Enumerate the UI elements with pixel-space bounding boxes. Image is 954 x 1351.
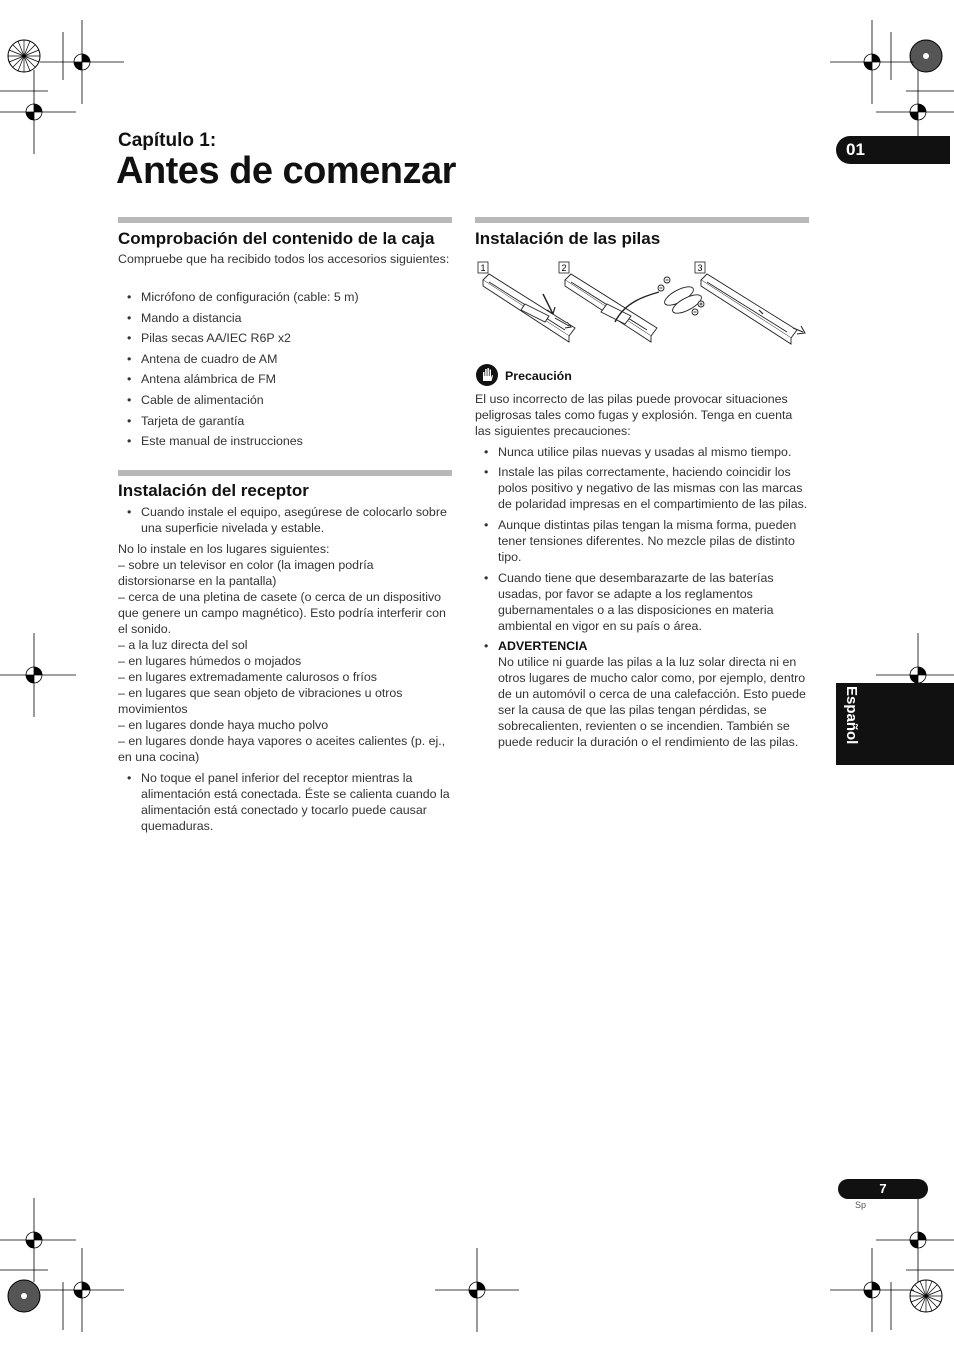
list-item: • Instale las pilas correctamente, haciendo coincidir los polos positivo y negativo de las mismas con las marcas de polaridad impresas en el compartimiento de las pilas. bbox=[475, 464, 809, 512]
warning-item bbox=[475, 638, 809, 750]
caution-title: Precaución bbox=[505, 369, 572, 383]
list-item: • Cuando tiene que desembarazarte de las baterías usadas, por favor se adapte a los reglamentos gubernamentales o a las disposiciones en materia ambiental en vigor en su país o área. bbox=[475, 570, 809, 634]
receiver-bullet-list bbox=[118, 504, 452, 536]
location-item: – en lugares donde haya vapores o aceites calientes (p. ej., en una cocina) bbox=[118, 734, 446, 764]
language-tab-label: Español bbox=[843, 686, 860, 745]
caution-hand-icon bbox=[475, 363, 499, 387]
box-contents-heading: Comprobación del contenido de la caja bbox=[118, 229, 435, 248]
location-item: – sobre un televisor en color (la imagen podría distorsionarse en la pantalla) bbox=[118, 558, 374, 588]
location-item: – a la luz directa del sol bbox=[118, 638, 248, 652]
section-bar bbox=[118, 217, 452, 223]
list-item: • Tarjeta de garantía bbox=[118, 411, 452, 432]
box-contents-intro: Compruebe que ha recibido todos los accesorios siguientes: bbox=[118, 252, 450, 266]
list-item: • Antena de cuadro de AM bbox=[118, 349, 452, 370]
list-item: • Este manual de instrucciones bbox=[118, 431, 452, 452]
caution-intro: El uso incorrecto de las pilas puede provocar situaciones peligrosas tales como fugas y explosión. Tenga en cuenta las siguientes precauciones: bbox=[475, 392, 793, 438]
receiver-bullet-list-2 bbox=[118, 770, 452, 834]
list-item: • No toque el panel inferior del receptor mientras la alimentación está conectada. Éste se calienta cuando la alimentación está conectado y tocarlo puede causar quemaduras. bbox=[118, 770, 452, 834]
step-number: 3 bbox=[697, 263, 703, 273]
receiver-install-heading: Instalación del receptor bbox=[118, 481, 309, 500]
language-tab bbox=[836, 683, 954, 765]
warning-text: No utilice ni guarde las pilas a la luz solar directa ni en otros lugares de mucho calor como, por ejemplo, dentro de un automóvil o cerca de una calefacción. Esto puede ser la causa de que las pilas tengan pérdidas, se sobrecalienten, revienten o se incendien. También se puede reducir la duración o el rendimiento de las pilas. bbox=[498, 655, 806, 749]
step-number: 1 bbox=[480, 263, 486, 273]
list-item: • Antena alámbrica de FM bbox=[118, 369, 452, 390]
location-item: – en lugares extremadamente calurosos o fríos bbox=[118, 670, 377, 684]
location-item: – en lugares donde haya mucho polvo bbox=[118, 718, 329, 732]
locations-intro: No lo instale en los lugares siguientes: bbox=[118, 542, 330, 556]
page-number: 7 bbox=[838, 1179, 928, 1199]
list-item: • Aunque distintas pilas tengan la misma forma, pueden tener tensiones diferentes. No mezcle pilas de distinto tipo. bbox=[475, 517, 809, 565]
list-item: • Cuando instale el equipo, asegúrese de colocarlo sobre una superficie nivelada y estable. bbox=[118, 504, 452, 536]
location-item: – cerca de una pletina de casete (o cerca de un dispositivo que genere un campo magnético). Esto podría interferir con el sonido. bbox=[118, 590, 446, 636]
batteries-heading: Instalación de las pilas bbox=[475, 229, 661, 248]
step-number: 2 bbox=[561, 263, 567, 273]
section-bar bbox=[118, 470, 452, 476]
list-item: • Cable de alimentación bbox=[118, 390, 452, 411]
warning-title: • ADVERTENCIA bbox=[498, 639, 588, 653]
location-item: – en lugares que sean objeto de vibraciones u otros movimientos bbox=[118, 686, 403, 716]
page-title: Antes de comenzar bbox=[116, 150, 456, 192]
box-contents-list bbox=[118, 287, 452, 452]
list-item: • Mando a distancia bbox=[118, 308, 452, 329]
location-item: – en lugares húmedos o mojados bbox=[118, 654, 302, 668]
chapter-label: Capítulo 1: bbox=[118, 130, 217, 151]
page-language-code: Sp bbox=[855, 1200, 867, 1210]
battery-install-illustration bbox=[475, 258, 811, 354]
section-bar bbox=[475, 217, 809, 223]
chapter-tab: 01 bbox=[836, 136, 950, 164]
list-item: • Micrófono de configuración (cable: 5 m) bbox=[118, 287, 452, 308]
caution-list bbox=[475, 444, 809, 750]
receiver-locations bbox=[118, 541, 452, 765]
list-item: • Nunca utilice pilas nuevas y usadas al mismo tiempo. bbox=[475, 444, 809, 460]
list-item: • Pilas secas AA/IEC R6P x2 bbox=[118, 328, 452, 349]
